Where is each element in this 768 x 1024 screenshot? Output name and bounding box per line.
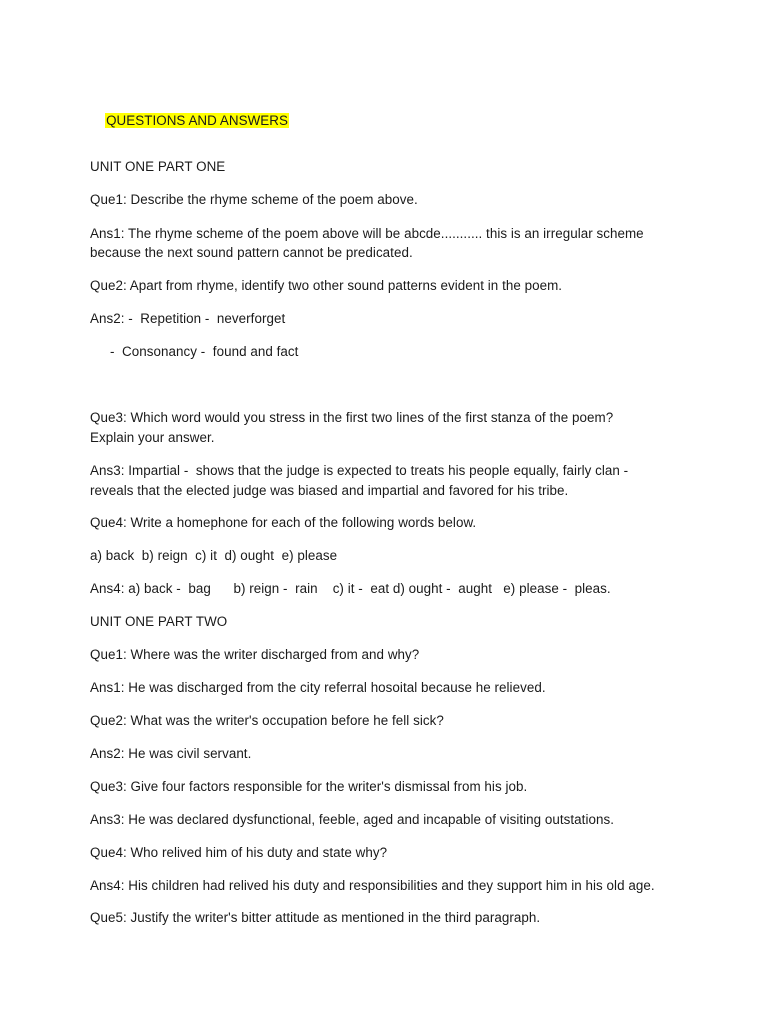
p2-answer-1: Ans1: He was discharged from the city referral hosoital because he relieved. [90,680,546,695]
p1-answer-4-text: Ans4: a) back - bag b) reign - rain c) it - eat d) ought - aught e) please - pleas. [90,581,611,596]
p1-answer-2-line-2: - Consonancy - found and fact [110,344,299,359]
p2-answer-2: Ans2: He was civil servant. [90,746,252,761]
unit-one-part-one-heading: UNIT ONE PART ONE [90,159,226,174]
p2-answer-3: Ans3: He was declared dysfunctional, feeble, aged and incapable of visiting outstations. [90,812,614,827]
p2-question-2: Que2: What was the writer's occupation before he fell sick? [90,713,444,728]
page-title: QUESTIONS AND ANSWERS [106,113,288,128]
unit-one-part-two-heading: UNIT ONE PART TWO [90,614,228,629]
p1-answer-3-line-2: reveals that the elected judge was biased and impartial and favored for his tribe. [90,483,569,498]
p1-answer-4 [90,579,611,598]
p1-answer-1-line-1: Ans1: The rhyme scheme of the poem above will be abcde........... this is an irregular scheme [90,226,644,241]
p1-question-2: Que2: Apart from rhyme, identify two other sound patterns evident in the poem. [90,278,563,293]
p2-answer-4: Ans4: His children had relived his duty and responsibilities and they support him in his old age. [90,878,655,893]
p1-question-4-options: a) back b) reign c) it d) ought e) please [90,548,338,563]
p1-answer-3-line-1: Ans3: Impartial - shows that the judge is expected to treats his people equally, fairly clan - [90,463,629,478]
p2-question-4: Que4: Who relived him of his duty and state why? [90,845,388,860]
p1-question-4: Que4: Write a homephone for each of the following words below. [90,515,477,530]
p1-answer-1-line-2: because the next sound pattern cannot be predicated. [90,245,413,260]
p2-question-3: Que3: Give four factors responsible for the writer's dismissal from his job. [90,779,528,794]
p2-question-5: Que5: Justify the writer's bitter attitude as mentioned in the third paragraph. [90,910,541,925]
title-line [90,92,289,149]
p1-question-1: Que1: Describe the rhyme scheme of the poem above. [90,192,418,207]
p1-question-3-line-1: Que3: Which word would you stress in the first two lines of the first stanza of the poem? [90,410,614,425]
p2-question-1: Que1: Where was the writer discharged from and why? [90,647,420,662]
p1-question-3-line-2: Explain your answer. [90,430,215,445]
p1-answer-2-line-1: Ans2: - Repetition - neverforget [90,311,286,326]
